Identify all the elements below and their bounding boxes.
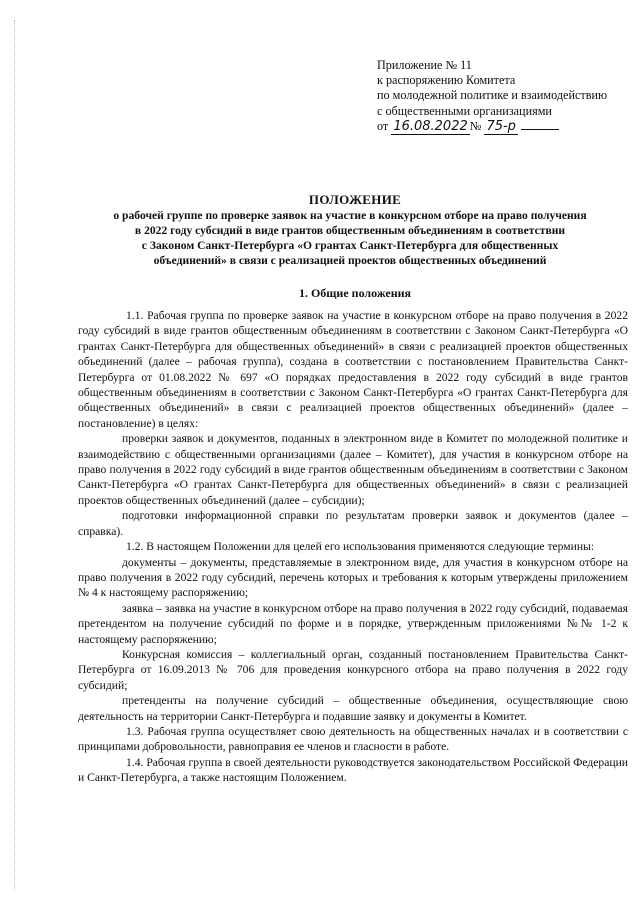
subtitle-line-4: объединений» в связи с реализацией проектов общественных объединений	[153, 254, 547, 267]
paragraph-item-check: проверки заявок и документов, поданных в электронном виде в Комитет по молодежной политике и взаимодействию с общественными организациями (далее – Комитет), для участия в конкурсном отборе на право получения в 2022 году субсидий в виде грантов общественным объединениям в соответствии с Законом Санкт-Петербурга «О грантах Санкт-Петербурга для общественных объединений» в связи с реализацией проектов общественных объединений (далее – субсидии);	[78, 432, 628, 507]
annex-line-1: Приложение № 11	[377, 58, 472, 72]
subtitle-line-3: с Законом Санкт-Петербурга «О грантах Санкт-Петербурга для общественных	[141, 239, 559, 252]
annex-no: №	[469, 118, 482, 133]
term-application: заявка – заявка на участие в конкурсном отборе на право получения в 2022 году субсидий, подаваемая претендентом на получение субсидий по форме и в порядке, утвержденным приложениями №№ 1-2 к настоящему распоряжению;	[78, 601, 628, 646]
document-body	[78, 308, 628, 786]
annex-line-2: к распоряжению Комитета	[377, 73, 516, 88]
paragraph-1-3: 1.3. Рабочая группа осуществляет свою деятельность на общественных началах и в соответствии с принципами добровольности, равноправия ее членов и гласности в работе.	[78, 724, 628, 754]
annex-line-3: по молодежной политике и взаимодействию	[377, 88, 608, 103]
paragraph-1-4: 1.4. Рабочая группа в своей деятельности руководствуется законодательством Российской Федерации и Санкт-Петербурга, а также настоящим Положением.	[78, 755, 628, 785]
annex-block	[377, 58, 627, 134]
term-commission: Конкурсная комиссия – коллегиальный орган, созданный постановлением Правительства Санкт-Петербурга от 16.09.2013 № 706 для проведения конкурсного отбора на право получения в 2022 году субсидий;	[78, 647, 628, 692]
scan-margin-line	[14, 20, 16, 890]
subtitle-line-1: о рабочей группе по проверке заявок на участие в конкурсном отборе на право получения	[113, 209, 587, 222]
signature-underline	[521, 128, 559, 130]
document-subtitle	[74, 208, 626, 268]
annex-line-4: с общественными организациями	[377, 103, 552, 118]
paragraph-1-2: 1.2. В настоящем Положении для целей его использования применяются следующие термины:	[126, 540, 595, 554]
annex-ot: от	[377, 118, 389, 133]
paragraph-1-1: 1.1. Рабочая группа по проверке заявок на участие в конкурсном отборе на право получения в 2022 году субсидий в виде грантов общественным объединениям в соответствии с Законом Санкт-Петербурга «О грантах Санкт-Петербурга для общественных объединений» в связи с реализацией проектов общественных объединений (далее – рабочая группа), создана в соответствии с постановлением Правительства Санкт-Петербурга от 01.08.2022 № 697 «О порядках предоставления в 2022 году субсидий в виде грантов общественным объединениям в соответствии с Законом Санкт-Петербурга «О грантах Санкт-Петербурга для общественных объединений» в связи с реализацией проектов общественных объединений» (далее – постановление) в целях:	[78, 309, 628, 430]
annex-date-line	[377, 119, 627, 134]
paragraph-item-report: подготовки информационной справки по результатам проверки заявок и документов (далее – справка).	[78, 509, 628, 538]
document-title: ПОЛОЖЕНИЕ	[308, 192, 402, 207]
handwritten-date: 16.08.2022	[393, 118, 468, 134]
term-applicants: претенденты на получение субсидий – общественные объединения, осуществляющие свою деятельность на территории Санкт-Петербурга и подавшие заявку и документы в Комитет.	[78, 694, 628, 723]
section-heading: 1. Общие положения	[298, 286, 412, 300]
subtitle-line-2: в 2022 году субсидий в виде грантов общественным объединениям в соответствии	[134, 224, 566, 237]
term-documents: документы – документы, представляемые в электронном виде, для участия в конкурсном отборе на право получения в 2022 году субсидий, перечень которых и требования к которым утверждены приложением № 4 к настоящему распоряжению;	[78, 555, 628, 600]
handwritten-number: 75-р	[486, 118, 516, 134]
